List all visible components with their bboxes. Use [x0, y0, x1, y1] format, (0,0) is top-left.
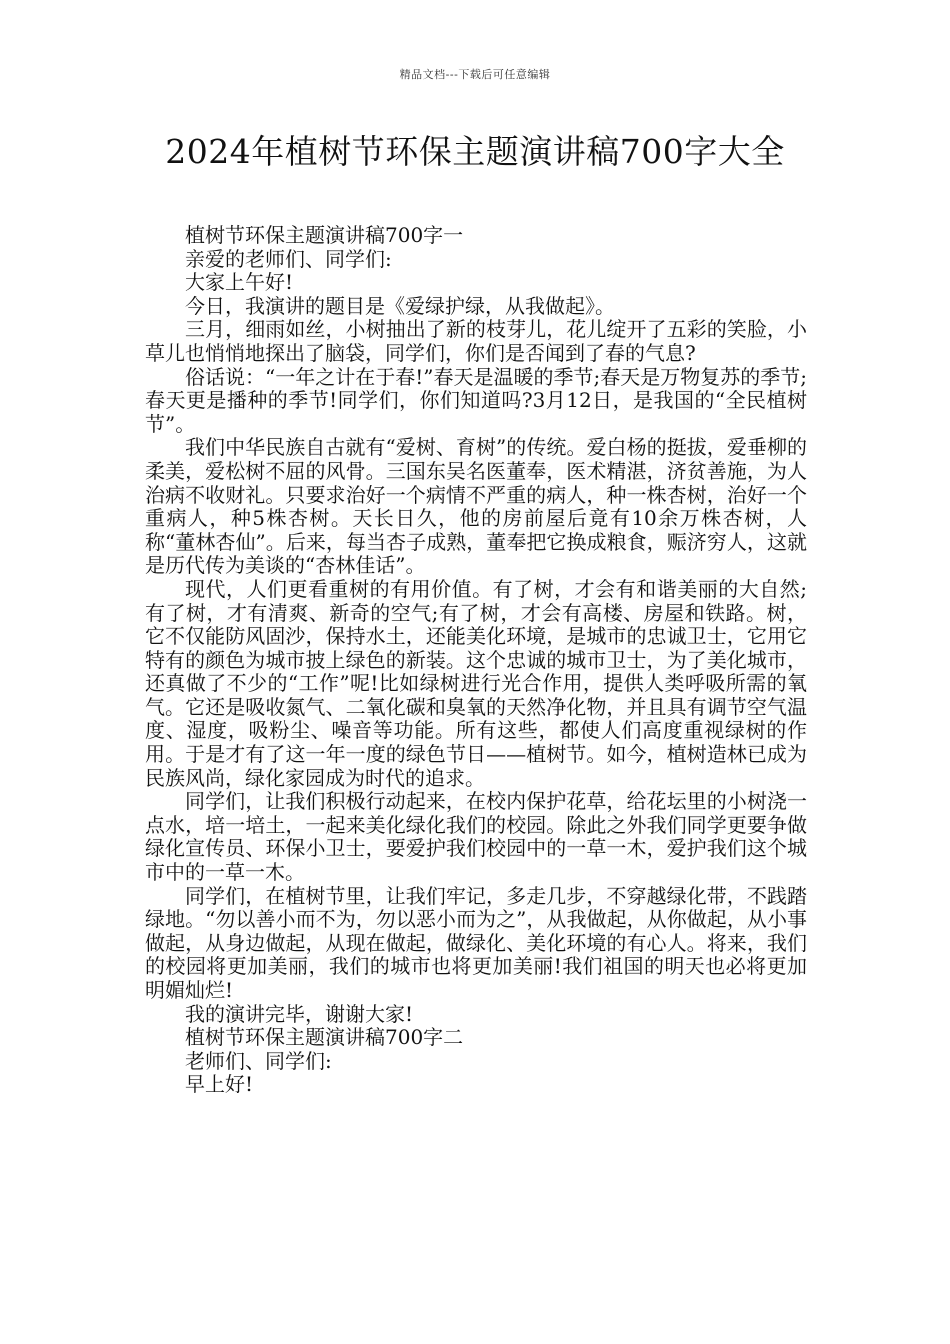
speech-one-heading: 植树节环保主题演讲稿700字一 [185, 223, 464, 247]
speech-two-heading: 植树节环保主题演讲稿700字二 [185, 1025, 464, 1050]
greeting-two: 早上好! [185, 1072, 254, 1097]
document-title: 2024年植树节环保主题演讲稿700字大全 [165, 132, 785, 171]
salutation-two: 老师们、同学们: [185, 1048, 332, 1073]
paragraph-saying: 俗话说：“一年之计在于春!”春天是温暖的季节;春天是万物复苏的季节;春天更是播种的季节!同学们，你们知道吗?3月12日，是我国的“全民植树节”。 [145, 364, 807, 436]
paragraph-action: 同学们，让我们积极行动起来，在校内保护花草，给花坛里的小树浇一点水，培一培土，一起来美化绿化我们的校园。除此之外我们同学更要争做绿化宣传员、环保小卫士，要爱护我们校园中的一草一木，爱护我们这个城市中的一草一木。 [145, 789, 807, 885]
paragraph-topic: 今日，我演讲的题目是《爱绿护绿，从我做起》。 [185, 293, 615, 318]
paragraph-tradition: 我们中华民族自古就有“爱树、育树”的传统。爱白杨的挺拔，爱垂柳的柔美，爱松树不屈的风骨。三国东吴名医董奉，医术精湛，济贫善施，为人治病不收财礼。只要求治好一个病情不严重的病人，种一株杏树，治好一个重病人，种5株杏树。天长日久，他的房前屋后竟有10余万株杏树，人称“董林杏仙”。后来，每当杏子成熟，董奉把它换成粮食，赈济穷人，这就是历代传为美谈的“杏林佳话”。 [145, 435, 807, 578]
closing-line: 我的演讲完毕，谢谢大家! [185, 1001, 414, 1026]
greeting: 大家上午好! [185, 270, 294, 295]
header-note: 精品文档---下载后可任意编辑 [399, 68, 551, 81]
paragraph-pledge: 同学们，在植树节里，让我们牢记，多走几步，不穿越绿化带，不践踏绿地。“勿以善小而不为，勿以恶小而为之”，从我做起，从你做起，从小事做起，从身边做起，从现在做起，做绿化、美化环境的有心人。将来，我们的校园将更加美丽，我们的城市也将更加美丽!我们祖国的明天也必将更加明媚灿烂! [145, 883, 807, 1002]
salutation: 亲爱的老师们、同学们: [185, 246, 392, 271]
paragraph-spring: 三月，细雨如丝，小树抽出了新的枝芽儿，花儿绽开了五彩的笑脸，小草儿也悄悄地探出了脑袋，同学们，你们是否闻到了春的气息? [145, 317, 807, 365]
paragraph-modern-value: 现代，人们更看重树的有用价值。有了树，才会有和谐美丽的大自然;有了树，才有清爽、新奇的空气;有了树，才会有高楼、房屋和铁路。树，它不仅能防风固沙，保持水土，还能美化环境，是城市的忠诚卫士，它用它特有的颜色为城市披上绿色的新装。这个忠诚的城市卫士，为了美化城市，还真做了不少的“工作”呢!比如绿树进行光合作用，提供人类呼吸所需的氧气。它还是吸收氮气、二氧化碳和臭氧的天然净化物，并且具有调节空气温度、湿度，吸粉尘、噪音等功能。所有这些，都使人们高度重视绿树的作用。于是才有了这一年一度的绿色节日——植树节。如今，植树造林已成为民族风尚，绿化家园成为时代的追求。 [145, 576, 807, 790]
document-body [145, 224, 807, 1097]
